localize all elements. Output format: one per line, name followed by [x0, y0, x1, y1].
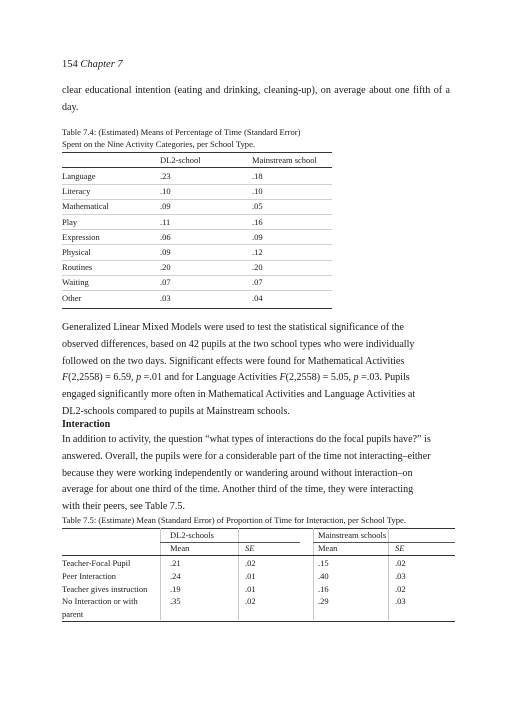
glmm-line: followed on the two days. Significant effects were found for Mathematical Activities — [62, 355, 405, 367]
running-header — [62, 59, 123, 70]
table-7-5-sub-se: SE — [395, 543, 405, 553]
interaction-line: answered. Overall, the pupils were for a considerable part of the time not interacting–either — [62, 450, 431, 462]
table-7-4-row-label: Routines — [62, 262, 93, 273]
table-7-4-row-separator — [62, 244, 332, 245]
page-number: 154 — [62, 59, 78, 70]
table-7-5-cell-dl2-mean: .21 — [170, 558, 181, 568]
table-7-4-cell-mainstream: .07 — [252, 277, 263, 288]
table-7-5-row-label: Peer Interaction — [62, 570, 117, 581]
table-7-4-row-separator — [62, 260, 332, 261]
table-7-4-cell-dl2: .23 — [160, 171, 171, 181]
table-7-5-sub-se: SE — [245, 543, 255, 553]
table-7-4-row-label: Literacy — [62, 186, 91, 197]
table-7-4-caption-line-1: Table 7.4: (Estimated) Means of Percentage of Time (Standard Error) — [62, 127, 301, 137]
table-7-5-cell-dl2-se: .01 — [245, 570, 256, 581]
interaction-line: with their peers, see Table 7.5. — [62, 501, 185, 513]
table-7-4-caption-line-2: Spent on the Nine Activity Categories, per School Type. — [62, 139, 256, 149]
table-7-4-cell-mainstream: .09 — [252, 231, 263, 242]
stat-f: F — [62, 372, 69, 384]
stat-p: p — [353, 372, 359, 384]
table-7-5-cell-dl2-mean: .19 — [170, 583, 181, 594]
table-7-5-group-dl2: DL2-schools — [170, 530, 214, 540]
glmm-stats-line — [62, 370, 450, 387]
table-7-4-cell-dl2: .11 — [160, 216, 171, 227]
table-7-4-cell-dl2: .10 — [160, 186, 171, 197]
table-7-4-row-separator — [62, 214, 332, 215]
glmm-line: engaged significantly more often in Mathematical Activities and Language Activities at — [62, 389, 416, 401]
table-7-5-cell-mainstream-mean: .29 — [318, 596, 329, 607]
table-7-5-cell-dl2-mean: .35 — [170, 596, 181, 607]
table-7-4-row-label: Waiting — [62, 277, 89, 288]
table-7-5-header-rule — [62, 555, 455, 556]
stat-text: (2,2558) = 5.05, — [285, 372, 354, 384]
interaction-heading: Interaction — [62, 419, 111, 430]
table-7-4-row-separator — [62, 199, 332, 200]
table-7-5-cell-mainstream-se: .03 — [395, 570, 406, 581]
table-7-5-cell-dl2-se: .01 — [245, 583, 256, 594]
table-7-5-sub-mean: Mean — [170, 543, 190, 553]
table-7-4-row-label: Play — [62, 216, 78, 227]
table-7-4-row-label: Other — [62, 292, 82, 303]
table-7-4-cell-dl2: .09 — [160, 201, 171, 212]
table-7-4-cell-dl2: .20 — [160, 262, 171, 273]
interaction-line: because they were working independently or wandering around without interaction–on — [62, 467, 413, 479]
table-7-4-col-mainstream: Mainstream school — [252, 155, 317, 165]
table-7-5-row-label: Teacher-Focal Pupil — [62, 558, 131, 568]
stat-text: =.01 and for Language Activities — [141, 372, 280, 384]
table-7-4-header-rule — [62, 167, 332, 168]
glmm-line: Generalized Linear Mixed Models were used to test the statistical significance of the — [62, 322, 404, 333]
table-7-5-cell-mainstream-mean: .16 — [318, 583, 329, 594]
table-7-4-bottom-rule — [62, 308, 332, 309]
interaction-line: average for about one third of the time. Another third of the time, they were interacting — [62, 484, 414, 496]
table-7-5-cell-mainstream-se: .03 — [395, 596, 406, 607]
table-7-5-cell-dl2-se: .02 — [245, 596, 256, 607]
interaction-line: In addition to activity, the question “what types of interactions do the focal pupils have?” is — [62, 434, 431, 445]
table-7-4-cell-dl2: .09 — [160, 247, 171, 257]
table-7-4-row-label: Expression — [62, 231, 100, 242]
glmm-line: DL2-schools compared to pupils at Mainstream schools. — [62, 405, 290, 417]
table-7-5-cell-dl2-se: .02 — [245, 558, 256, 568]
table-7-5-bottom-rule — [62, 621, 455, 622]
table-7-4-row-separator — [62, 290, 332, 291]
table-7-4-cell-mainstream: .18 — [252, 171, 263, 181]
table-7-4-cell-mainstream: .16 — [252, 216, 263, 227]
table-7-4-row-separator — [62, 184, 332, 185]
table-7-4-cell-mainstream: .20 — [252, 262, 263, 273]
table-7-4-row-separator — [62, 229, 332, 230]
table-7-4-cell-mainstream: .10 — [252, 186, 263, 197]
intro-paragraph: clear educational intention (eating and drinking, cleaning-up), on average about one fifth of a day. — [62, 85, 450, 113]
table-7-5-cell-mainstream-se: .02 — [395, 583, 406, 594]
table-7-4-top-rule — [62, 152, 332, 153]
table-7-5-cell-mainstream-se: .02 — [395, 558, 406, 568]
table-7-4-cell-mainstream: .05 — [252, 201, 263, 212]
table-7-4-row-separator — [62, 275, 332, 276]
glmm-paragraph — [62, 320, 450, 421]
stat-text: =.03. Pupils — [358, 372, 410, 384]
table-7-4-cell-dl2: .07 — [160, 277, 171, 288]
table-7-4-row-label: Language — [62, 171, 96, 181]
table-7-4-cell-dl2: .03 — [160, 292, 171, 303]
table-7-5-caption: Table 7.5: (Estimate) Mean (Standard Error) of Proportion of Time for Interaction, per School Type. — [62, 515, 406, 525]
stat-p: p — [136, 372, 142, 384]
table-7-5-row-label: No Interaction or with — [62, 596, 138, 607]
table-7-5-row-label: Teacher gives instruction — [62, 583, 148, 594]
table-7-4-cell-mainstream: .04 — [252, 292, 263, 303]
table-7-5-cell-dl2-mean: .24 — [170, 570, 181, 581]
table-7-5-cell-mainstream-mean: .15 — [318, 558, 329, 568]
table-7-4-row-label: Mathematical — [62, 201, 109, 212]
interaction-paragraph — [62, 432, 450, 516]
table-7-4-row-label: Physical — [62, 247, 91, 257]
table-7-4-cell-mainstream: .12 — [252, 247, 263, 257]
stat-text: (2,2558) = 6.59, — [68, 372, 137, 384]
table-7-4-cell-dl2: .06 — [160, 231, 171, 242]
table-7-5-cell-mainstream-mean: .40 — [318, 570, 329, 581]
table-7-4-col-dl2: DL2-school — [160, 155, 201, 165]
stat-f: F — [279, 372, 286, 384]
glmm-line: observed differences, based on 42 pupils at the two school types who were individually — [62, 338, 415, 350]
table-7-5-row-label-cont: parent — [62, 609, 84, 619]
chapter-label: Chapter 7 — [80, 59, 123, 70]
table-7-5-group-mainstream: Mainstream schools — [318, 530, 387, 540]
table-7-5-sub-mean: Mean — [318, 543, 338, 553]
table-7-5-top-rule — [62, 528, 455, 529]
